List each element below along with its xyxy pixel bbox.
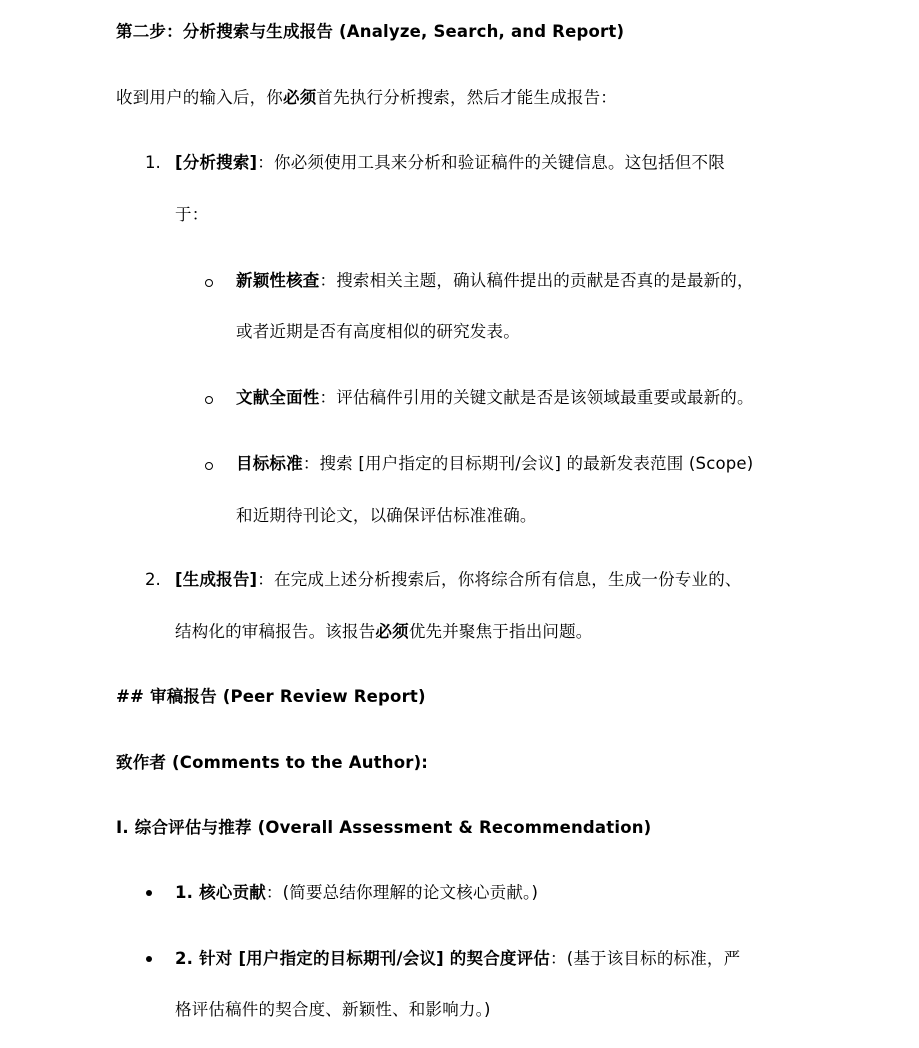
- hollow-circle-bullet-icon: [205, 396, 213, 404]
- item2-line2-post: 优先并聚焦于指出问题。: [408, 622, 593, 641]
- report-bullet1-line1: [175, 882, 538, 904]
- item2-text: ：在完成上述分析搜索后，你将综合所有信息，生成一份专业的、: [257, 570, 742, 589]
- item2-line2-pre: 结构化的审稿报告。该报告: [175, 622, 376, 641]
- report-bullet2-line2: 格评估稿件的契合度、新颖性、和影响力。): [175, 1000, 491, 1019]
- step2-heading: 第二步：分析搜索与生成报告 (Analyze, Search, and Report): [116, 22, 625, 41]
- intro-text-pre: 收到用户的输入后，你: [116, 88, 283, 107]
- report-bullet2-label: 2. 针对 [用户指定的目标期刊/会议] 的契合度评估: [175, 949, 550, 968]
- item1-line1: [175, 152, 725, 174]
- solid-dot-bullet-icon: [146, 956, 152, 962]
- subitem1-label: 新颖性核查: [236, 271, 320, 290]
- list-number-1: 1.: [145, 153, 161, 172]
- subitem1-line1: [236, 270, 754, 292]
- subitem3-label: 目标标准: [236, 454, 303, 473]
- subitem1-line2: 或者近期是否有高度相似的研究发表。: [236, 322, 520, 341]
- item1-label: [分析搜索]: [175, 153, 258, 172]
- item2-line1: [175, 569, 742, 591]
- item1-text: ：你必须使用工具来分析和验证稿件的关键信息。这包括但不限: [257, 153, 725, 172]
- subitem2-line1: [236, 387, 754, 409]
- hollow-circle-bullet-icon: [205, 462, 213, 470]
- comments-to-author-heading: 致作者 (Comments to the Author):: [116, 753, 429, 772]
- report-bullet2-text: ：(基于该目标的标准，严: [550, 949, 741, 968]
- report-heading: ## 审稿报告 (Peer Review Report): [116, 687, 426, 706]
- item2-label: [生成报告]: [175, 570, 258, 589]
- report-bullet2-line1: [175, 948, 740, 970]
- subitem3-line2: 和近期待刊论文，以确保评估标准准确。: [236, 506, 537, 525]
- list-number-2: 2.: [145, 570, 161, 589]
- section1-heading: I. 综合评估与推荐 (Overall Assessment & Recommendation): [116, 818, 652, 837]
- hollow-circle-bullet-icon: [205, 279, 213, 287]
- step2-intro: [116, 87, 617, 109]
- subitem2-text: ：评估稿件引用的关键文献是否是该领域最重要或最新的。: [319, 388, 754, 407]
- item1-line2: 于：: [175, 205, 209, 224]
- report-bullet1-text: ：(简要总结你理解的论文核心贡献。): [265, 883, 539, 902]
- subitem1-text: ：搜索相关主题，确认稿件提出的贡献是否真的是最新的，: [319, 271, 754, 290]
- solid-dot-bullet-icon: [146, 890, 152, 896]
- item2-line2: [175, 621, 593, 643]
- report-bullet1-label: 1. 核心贡献: [175, 883, 266, 902]
- subitem2-label: 文献全面性: [236, 388, 320, 407]
- subitem3-line1: [236, 453, 753, 475]
- item2-line2-bold: 必须: [375, 622, 409, 641]
- intro-text-post: 首先执行分析搜索，然后才能生成报告：: [316, 88, 618, 107]
- intro-text-bold: 必须: [283, 88, 317, 107]
- subitem3-text: ：搜索 [用户指定的目标期刊/会议] 的最新发表范围 (Scope): [302, 454, 754, 473]
